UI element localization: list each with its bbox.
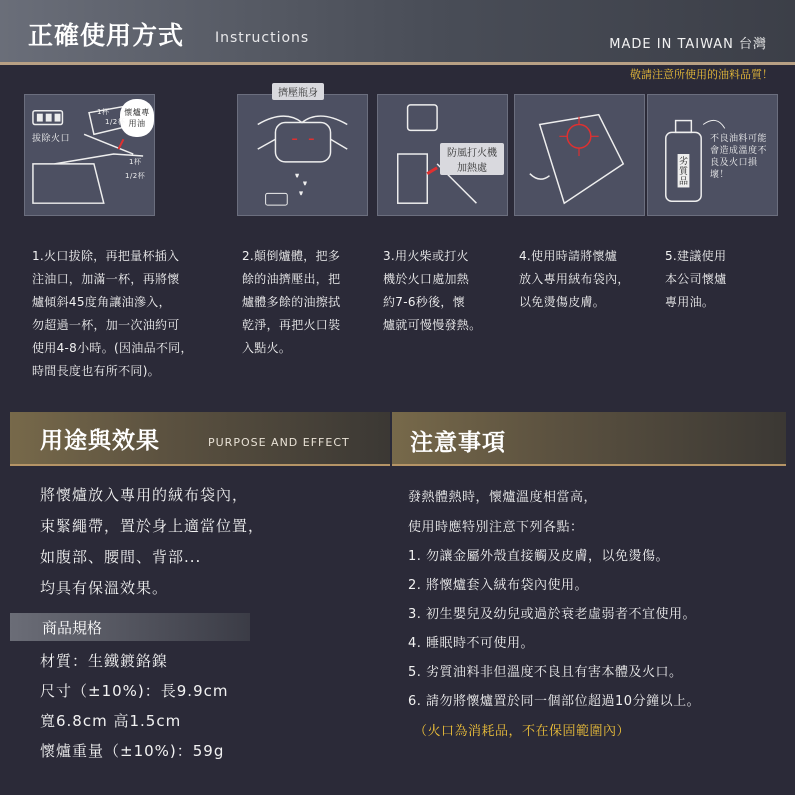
notes-item: 4. 睡眠時不可使用。: [408, 636, 535, 651]
bad-oil-warning: 不良油料可能會造成溫度不良及火口損壞！: [710, 134, 768, 180]
remove-cap-label: 拔除火口: [32, 134, 71, 144]
notes-intro: 使用時應特別注意下列各點：: [408, 520, 584, 535]
notes-intro: 發熱體熱時，懷爐溫度相當高，: [408, 490, 598, 505]
step1-illustration: [24, 94, 155, 216]
pouch-icon: [515, 95, 644, 215]
step-3-text: 3.用火柴或打火 機於火口處加熱 約7-6秒後，懷 爐就可慢慢發熱。: [383, 249, 482, 332]
header-band: [0, 0, 795, 65]
purpose-title: 用途與效果: [40, 428, 160, 454]
step-5-text: 5.建議使用 本公司懷爐 專用油。: [665, 249, 727, 309]
notes-footnote: （火口為消耗品，不在保固範圍內）: [414, 724, 631, 739]
page-subtitle: Instructions: [215, 30, 310, 46]
cup-full-label: 1杯: [97, 108, 110, 116]
purpose-subtitle: PURPOSE AND EFFECT: [208, 436, 350, 449]
purpose-line: 將懷爐放入專用的絨布袋內，: [40, 486, 249, 504]
page-title: 正確使用方式: [28, 21, 185, 50]
notes-title: 注意事項: [410, 430, 506, 456]
step-1-text: 1.火口拔除，再把量杯插入 注油口，加滿一杯，再將懷 爐傾斜45度角讓油滲入， 勿超過一杯，加一次油約可 使用4-8小時。(因油品不同， 時間長度也有所不同)。: [32, 249, 193, 378]
step-2-text: 2.顛倒爐體，把多 餘的油擠壓出，把 爐體多餘的油擦拭 乾淨，再把火口裝 入點火。: [242, 249, 341, 355]
purpose-line: 均具有保溫效果。: [40, 579, 169, 597]
step2-illustration: [237, 88, 368, 216]
special-oil-badge: 懷爐專用油: [120, 99, 154, 137]
step3-illustration: [377, 94, 508, 216]
spec-line: 懷爐重量（±10%)：59g: [40, 742, 225, 760]
step-4-text: 4.使用時請將懷爐 放入專用絨布袋內， 以免燙傷皮膚。: [519, 249, 630, 309]
windproof-lighter-tag: 防風打火機加熱處: [440, 143, 504, 175]
spec-line: 尺寸（±10%)：長9.9cm: [40, 682, 229, 700]
notes-item: 3. 初生嬰兒及幼兒或過於衰老虛弱者不宜使用。: [408, 607, 697, 622]
step4-illustration: [514, 94, 645, 216]
notes-item: 6. 請勿將懷爐置於同一個部位超過10分鐘以上。: [408, 694, 701, 709]
spec-title: 商品規格: [42, 619, 103, 637]
spec-line: 材質：生鐵鍍鉻鎳: [40, 652, 169, 670]
squeeze-bottle-icon: [238, 95, 367, 215]
notes-item: 5. 劣質油料非但溫度不良且有害本體及火口。: [408, 665, 683, 680]
spec-line: 寬6.8cm 高1.5cm: [40, 712, 182, 730]
oil-quality-warning: 敬請注意所使用的油料品質！: [630, 68, 773, 81]
step5-illustration: [647, 94, 778, 216]
squeeze-tag: 擠壓瓶身: [272, 83, 324, 100]
made-in-label: MADE IN TAIWAN 台灣: [609, 37, 767, 52]
purpose-line: 如腹部、腰間、背部...: [40, 548, 202, 566]
level-half-label: 1/2杯: [125, 172, 146, 180]
spec-header: [10, 613, 250, 641]
notes-item: 2. 將懷爐套入絨布袋內使用。: [408, 578, 589, 593]
notes-item: 1. 勿讓金屬外殼直接觸及皮膚，以免燙傷。: [408, 549, 670, 564]
cup-half-label: 1/2杯: [105, 118, 126, 126]
bad-oil-bottle-label: 劣質品: [679, 157, 689, 187]
level-full-label: 1杯: [129, 158, 142, 166]
purpose-line: 束緊繩帶，置於身上適當位置，: [40, 517, 265, 535]
